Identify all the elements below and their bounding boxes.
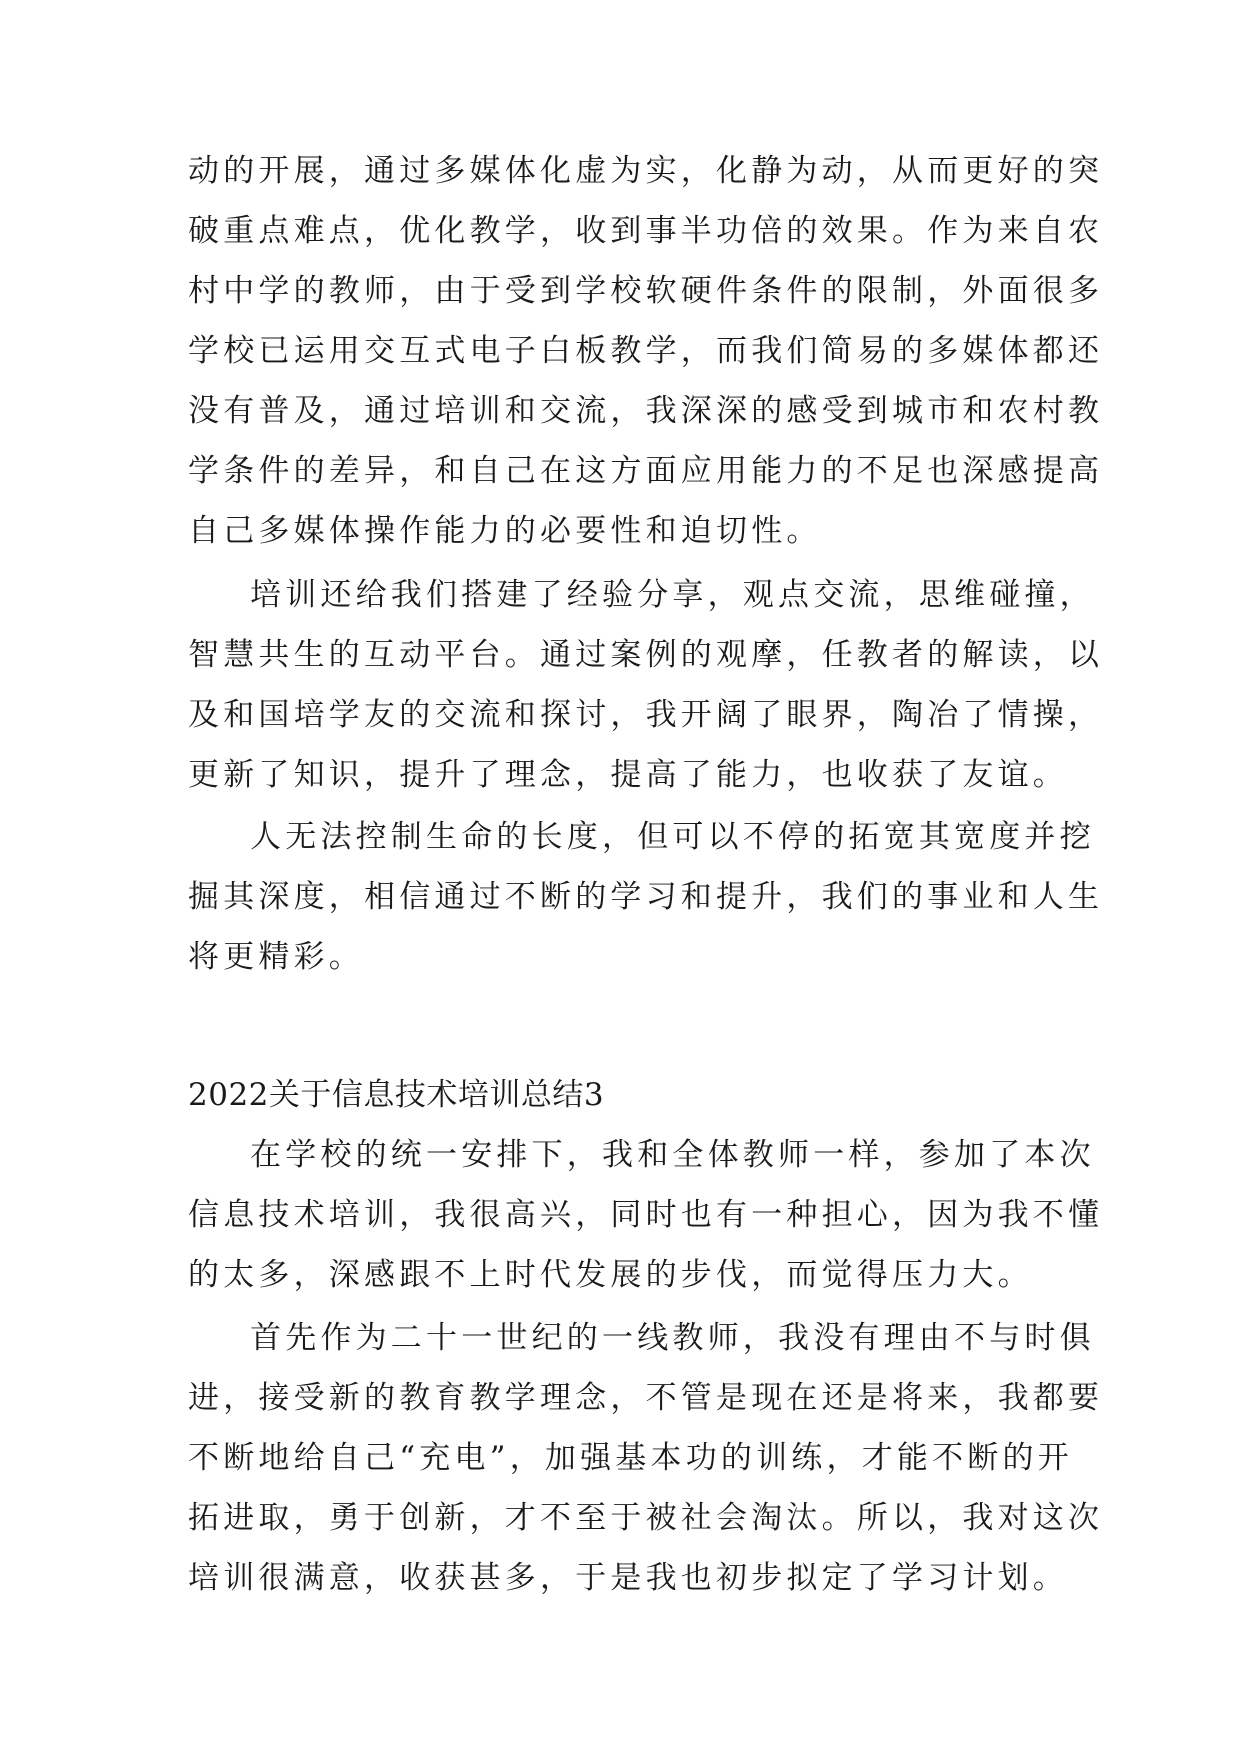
text-line: 信息技术培训，我很高兴，同时也有一种担心，因为我不懂 bbox=[188, 1197, 1104, 1233]
text-line: 人无法控制生命的长度，但可以不停的拓宽其宽度并挖 bbox=[250, 819, 1095, 855]
text-line: 智慧共生的互动平台。通过案例的观摩，任教者的解读，以 bbox=[188, 637, 1104, 673]
text-line: 培训还给我们搭建了经验分享，观点交流，思维碰撞， bbox=[250, 577, 1095, 613]
text-line: 没有普及，通过培训和交流，我深深的感受到城市和农村教 bbox=[188, 393, 1104, 429]
text-line: 首先作为二十一世纪的一线教师，我没有理由不与时俱 bbox=[250, 1320, 1095, 1356]
text-line: 动的开展，通过多媒体化虚为实，化静为动，从而更好的突 bbox=[188, 153, 1104, 189]
text-line: 及和国培学友的交流和探讨，我开阔了眼界，陶冶了情操， bbox=[188, 697, 1104, 733]
text-line: 破重点难点，优化教学，收到事半功倍的效果。作为来自农 bbox=[188, 213, 1104, 249]
text-line: 在学校的统一安排下，我和全体教师一样，参加了本次 bbox=[250, 1137, 1095, 1173]
text-line: 不断地给自己“充电”，加强基本功的训练，才能不断的开 bbox=[188, 1440, 1073, 1476]
text-line: 自己多媒体操作能力的必要性和迫切性。 bbox=[188, 513, 822, 549]
text-line: 更新了知识，提升了理念，提高了能力，也收获了友谊。 bbox=[188, 757, 1068, 793]
text-line: 进，接受新的教育教学理念，不管是现在还是将来，我都要 bbox=[188, 1380, 1104, 1416]
text-line: 的太多，深感跟不上时代发展的步伐，而觉得压力大。 bbox=[188, 1257, 1033, 1293]
text-line: 学校已运用交互式电子白板教学，而我们简易的多媒体都还 bbox=[188, 333, 1104, 369]
text-line: 掘其深度，相信通过不断的学习和提升，我们的事业和人生 bbox=[188, 879, 1104, 915]
text-line: 将更精彩。 bbox=[188, 939, 364, 975]
text-line: 学条件的差异，和自己在这方面应用能力的不足也深感提高 bbox=[188, 453, 1104, 489]
section-heading: 2022关于信息技术培训总结3 bbox=[188, 1077, 605, 1113]
text-line: 村中学的教师，由于受到学校软硬件条件的限制，外面很多 bbox=[188, 273, 1104, 309]
text-line: 拓进取，勇于创新，才不至于被社会淘汰。所以，我对这次 bbox=[188, 1500, 1104, 1536]
text-line: 培训很满意，收获甚多，于是我也初步拟定了学习计划。 bbox=[188, 1560, 1068, 1596]
